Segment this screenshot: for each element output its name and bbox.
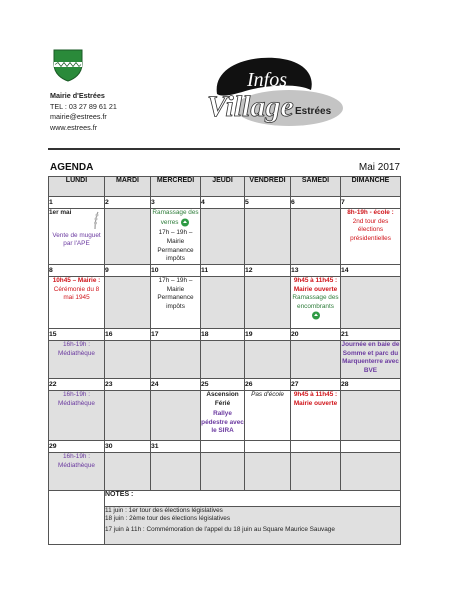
- event-cell: [291, 453, 341, 491]
- mairie-email[interactable]: mairie@estrees.fr: [50, 112, 107, 121]
- event-cell: [105, 277, 151, 329]
- day-number: 31: [151, 441, 201, 453]
- notes-header-row: [49, 491, 401, 507]
- day-number: [201, 441, 245, 453]
- calendar-table: [48, 176, 401, 545]
- week-number-row: [49, 379, 401, 391]
- event-cell: [151, 277, 201, 329]
- ramassage-verres-event: Ramassage des verres: [152, 209, 199, 226]
- day-number: 12: [245, 265, 291, 277]
- ceremonie-time: 10h45 – Mairie :: [52, 277, 101, 284]
- note-line: 11 juin : 1er tour des élections législatives: [105, 507, 223, 514]
- event-cell: [245, 209, 291, 265]
- event-cell: [151, 341, 201, 379]
- week-events-row: [49, 453, 401, 491]
- event-cell: [341, 391, 401, 441]
- permanence-event: 17h – 19h – Mairie Permanence impôts: [157, 229, 194, 263]
- event-cell: [245, 277, 291, 329]
- recycle-icon: [311, 311, 321, 320]
- day-number: 24: [151, 379, 201, 391]
- mairie-name: Mairie d'Estrées: [50, 91, 105, 100]
- day-number: 13: [291, 265, 341, 277]
- week-number-row: [49, 197, 401, 209]
- event-cell: [151, 391, 201, 441]
- event-cell: [105, 209, 151, 265]
- week-number-row: [49, 329, 401, 341]
- day-header: LUNDI: [49, 177, 105, 197]
- mediatheque-event: 16h-19h : Médiathèque: [58, 341, 95, 357]
- event-cell: [49, 453, 105, 491]
- notes-label: NOTES :: [105, 491, 401, 507]
- mairie-website[interactable]: www.estrees.fr: [50, 122, 98, 132]
- event-cell: [49, 277, 105, 329]
- day-number: 22: [49, 379, 105, 391]
- ceremonie-event: Cérémonie du 8 mai 1945: [53, 285, 100, 302]
- day-header: DIMANCHE: [341, 177, 401, 197]
- day-header: MERCREDI: [151, 177, 201, 197]
- event-cell: [245, 453, 291, 491]
- event-cell: [341, 341, 401, 379]
- day-number: 29: [49, 441, 105, 453]
- event-cell: [245, 391, 291, 441]
- event-cell: [151, 209, 201, 265]
- day-number: 23: [105, 379, 151, 391]
- lily-of-the-valley-icon: [91, 211, 100, 229]
- event-cell: [201, 391, 245, 441]
- event-cell: [105, 453, 151, 491]
- day-number: 27: [291, 379, 341, 391]
- event-cell: [49, 391, 105, 441]
- day-number: 7: [341, 197, 401, 209]
- event-cell: [245, 341, 291, 379]
- day-number: 1: [49, 197, 105, 209]
- event-cell: [105, 341, 151, 379]
- muguet-event: Vente de muguet par l'APE: [52, 231, 101, 248]
- header-divider: [48, 148, 400, 150]
- logo-infos: Infos: [247, 69, 287, 91]
- logo-estrees: Estrées: [295, 106, 332, 117]
- day-number: 20: [291, 329, 341, 341]
- mediatheque-event: 16h-19h : Médiathèque: [58, 453, 95, 469]
- day-number: 14: [341, 265, 401, 277]
- coat-of-arms-icon: [52, 48, 84, 82]
- day-header: SAMEDI: [291, 177, 341, 197]
- day-number: 17: [151, 329, 201, 341]
- days-header-row: [49, 177, 401, 197]
- week-events-row: [49, 341, 401, 379]
- event-cell: [49, 209, 105, 265]
- week-events-row: [49, 209, 401, 265]
- event-cell: [291, 209, 341, 265]
- agenda-month: Mai 2017: [358, 162, 400, 173]
- day-number: 25: [201, 379, 245, 391]
- day-header: MARDI: [105, 177, 151, 197]
- week-number-row: [49, 441, 401, 453]
- baie-de-somme-event: Journée en baie de Somme et parc du Marquenterre avec BVE: [341, 341, 400, 374]
- day-number: 6: [291, 197, 341, 209]
- notes-spacer: [49, 491, 105, 545]
- note-line: 18 juin : 2ème tour des élections législatives: [105, 515, 231, 523]
- day-number: 16: [105, 329, 151, 341]
- day-number: 26: [245, 379, 291, 391]
- day-number: 2: [105, 197, 151, 209]
- day-number: 11: [201, 265, 245, 277]
- day-number: 30: [105, 441, 151, 453]
- elections-time: 8h-19h - école :: [347, 209, 394, 216]
- day-number: 18: [201, 329, 245, 341]
- week-events-row: [49, 391, 401, 441]
- day-header: VENDREDI: [245, 177, 291, 197]
- day-number: 3: [151, 197, 201, 209]
- event-cell: [105, 391, 151, 441]
- pas-ecole-event: Pas d'école: [251, 391, 284, 398]
- event-cell: [201, 209, 245, 265]
- event-cell: [151, 453, 201, 491]
- day-number: [245, 441, 291, 453]
- event-cell: [201, 453, 245, 491]
- day-number: 10: [151, 265, 201, 277]
- day-number: [341, 441, 401, 453]
- event-cell: [201, 277, 245, 329]
- event-cell: [291, 277, 341, 329]
- agenda-title: AGENDA: [50, 162, 94, 173]
- event-cell: [341, 277, 401, 329]
- event-cell: [291, 341, 341, 379]
- day-number: 15: [49, 329, 105, 341]
- event-cell: [49, 341, 105, 379]
- event-cell: [341, 453, 401, 491]
- first-may-label: 1er mai: [49, 209, 72, 216]
- day-number: 4: [201, 197, 245, 209]
- day-number: [291, 441, 341, 453]
- mairie-tel: TEL : 03 27 89 61 21: [50, 101, 117, 111]
- ascension-event: Ascension Férié: [206, 391, 239, 407]
- notes-body: [105, 507, 401, 545]
- mediatheque-event: 16h-19h : Médiathèque: [58, 391, 95, 407]
- logo-village: Village: [207, 90, 294, 123]
- day-number: 5: [245, 197, 291, 209]
- event-cell: [291, 391, 341, 441]
- rallye-event: Rallye pédestre avec le SIRA: [201, 410, 244, 435]
- mairie-ouverte-event: 9h45 à 11h45 : Mairie ouverte: [293, 277, 338, 293]
- week-events-row: [49, 277, 401, 329]
- day-number: 9: [105, 265, 151, 277]
- mairie-contact: [50, 91, 117, 133]
- elections-event: 2nd tour des élections présidentielles: [350, 217, 391, 242]
- event-cell: [341, 209, 401, 265]
- week-number-row: [49, 265, 401, 277]
- day-header: JEUDI: [201, 177, 245, 197]
- infos-village-logo: [203, 54, 343, 134]
- mairie-ouverte-event: 9h45 à 11h45 : Mairie ouverte: [293, 391, 338, 407]
- event-cell: [201, 341, 245, 379]
- note-line: 17 juin à 11h : Commémoration de l'appel du 18 juin au Square Maurice Sauvage: [105, 526, 335, 534]
- day-number: 21: [341, 329, 401, 341]
- day-number: 28: [341, 379, 401, 391]
- day-number: 8: [49, 265, 105, 277]
- encombrants-event: Ramassage des encombrants: [292, 294, 339, 310]
- permanence-event: 17h – 19h – Mairie Permanence impôts: [157, 277, 194, 310]
- day-number: 19: [245, 329, 291, 341]
- recycle-icon: [180, 218, 190, 227]
